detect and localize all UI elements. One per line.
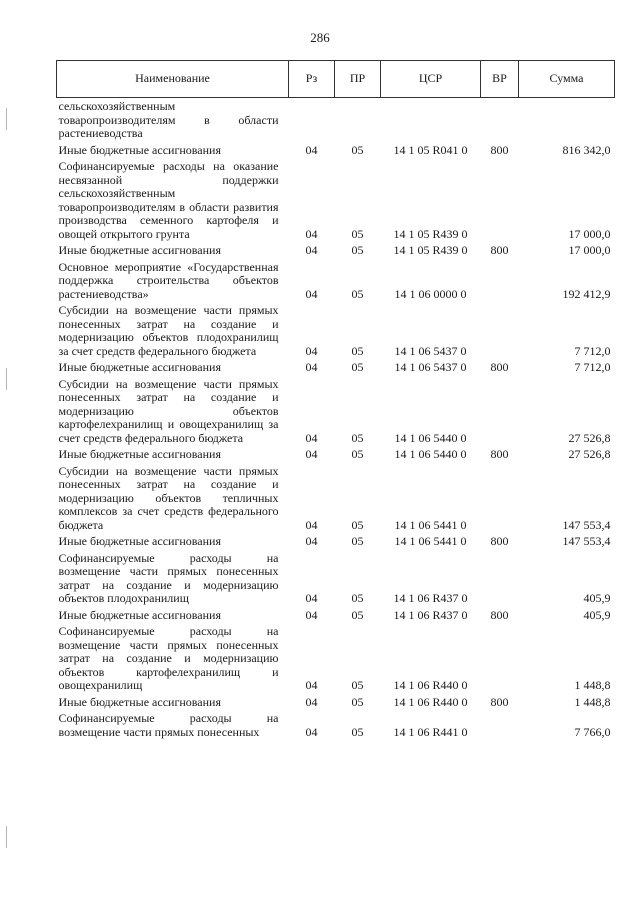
row-pr: 05 xyxy=(351,243,364,257)
row-csr: 14 1 05 R439 0 xyxy=(393,243,468,257)
row-vr xyxy=(481,259,519,303)
header-vr: ВР xyxy=(481,61,519,98)
row-name: сельскохозяйственным товаропроизводителям в области растениеводства xyxy=(58,99,279,140)
row-sum xyxy=(519,98,615,142)
row-csr: 14 1 06 5440 0 xyxy=(394,430,467,445)
row-pr: 05 xyxy=(351,517,364,532)
row-name: Субсидии на возмещение части прямых понесенных затрат на создание и модернизацию объектов плодохранилищ за счет средств федерального бюджета xyxy=(58,303,279,358)
row-vr xyxy=(481,158,519,242)
row-vr xyxy=(481,550,519,607)
margin-mark-top xyxy=(6,108,7,130)
table-row xyxy=(57,359,615,376)
row-rz: 04 xyxy=(305,226,318,241)
header-rz: Рз xyxy=(289,61,335,98)
table-row xyxy=(57,158,615,242)
row-sum: 7 712,0 xyxy=(574,343,611,358)
table-row xyxy=(57,550,615,607)
row-pr: 05 xyxy=(351,430,364,445)
table-row xyxy=(57,142,615,159)
budget-table-container xyxy=(56,60,614,740)
row-sum: 405,9 xyxy=(583,607,611,622)
row-vr: 800 xyxy=(490,694,509,709)
row-vr: 800 xyxy=(490,243,509,257)
row-name: Иные бюджетные ассигнования xyxy=(58,243,221,257)
margin-mark-middle xyxy=(6,368,7,390)
table-row xyxy=(57,623,615,694)
row-csr: 14 1 05 R439 0 xyxy=(393,226,468,241)
row-rz: 04 xyxy=(305,517,318,532)
row-rz xyxy=(289,98,335,142)
row-pr: 05 xyxy=(351,694,364,709)
row-pr: 05 xyxy=(351,286,364,301)
row-pr: 05 xyxy=(351,142,364,157)
table-row xyxy=(57,376,615,447)
row-csr: 14 1 06 0000 0 xyxy=(394,286,467,301)
row-rz: 04 xyxy=(305,243,318,257)
table-row xyxy=(57,259,615,303)
row-csr: 14 1 06 R440 0 xyxy=(393,678,468,692)
row-csr: 14 1 06 R437 0 xyxy=(393,591,468,605)
row-name: Иные бюджетные ассигнования xyxy=(58,534,221,548)
row-sum: 27 526,8 xyxy=(568,430,611,445)
row-sum: 1 448,8 xyxy=(574,694,611,709)
row-sum: 7 712,0 xyxy=(574,360,611,374)
row-csr: 14 1 06 5437 0 xyxy=(394,343,467,358)
header-row xyxy=(57,61,615,98)
table-row xyxy=(57,446,615,463)
row-rz: 04 xyxy=(305,343,318,358)
row-vr: 800 xyxy=(490,607,509,622)
row-pr: 05 xyxy=(351,591,364,605)
row-csr: 14 1 06 R440 0 xyxy=(393,694,468,709)
row-rz: 04 xyxy=(305,694,318,709)
table-body xyxy=(57,98,615,741)
row-csr: 14 1 06 5441 0 xyxy=(394,517,467,532)
row-name: Основное мероприятие «Государственная поддержка строительства объектов растениеводства» xyxy=(58,259,279,301)
table-row xyxy=(57,302,615,359)
row-sum: 192 412,9 xyxy=(562,286,611,301)
row-pr: 05 xyxy=(351,724,364,739)
row-pr xyxy=(335,98,381,142)
row-csr: 14 1 06 5437 0 xyxy=(394,360,467,374)
row-pr: 05 xyxy=(351,534,364,548)
row-vr xyxy=(481,98,519,142)
table-row xyxy=(57,98,615,142)
header-name: Наименование xyxy=(57,61,289,98)
row-name: Субсидии на возмещение части прямых понесенных затрат на создание и модернизацию объектов тепличных комплексов за счет средств федерального бюджета xyxy=(58,463,279,532)
row-csr: 14 1 06 R437 0 xyxy=(393,607,468,622)
row-name: Иные бюджетные ассигнования xyxy=(58,694,221,709)
row-rz: 04 xyxy=(305,360,318,374)
row-sum: 17 000,0 xyxy=(568,226,611,241)
table-row xyxy=(57,710,615,740)
row-rz: 04 xyxy=(305,591,318,605)
row-sum: 147 553,4 xyxy=(562,534,611,548)
margin-mark-bottom xyxy=(6,826,7,848)
row-vr: 800 xyxy=(490,360,509,374)
row-csr: 14 1 06 5440 0 xyxy=(394,447,467,461)
row-sum: 816 342,0 xyxy=(562,142,611,157)
row-vr: 800 xyxy=(490,447,509,461)
row-sum: 27 526,8 xyxy=(568,447,611,461)
page-number: 286 xyxy=(310,30,330,45)
row-vr: 800 xyxy=(490,142,509,157)
row-name: Иные бюджетные ассигнования xyxy=(58,447,221,461)
table-row xyxy=(57,463,615,534)
row-name: Софинансируемые расходы на возмещение части прямых понесенных затрат на создание и модернизацию объектов картофелехранилищ и овощехранилищ xyxy=(58,624,279,692)
table-row xyxy=(57,694,615,711)
header-sum: Сумма xyxy=(519,61,615,98)
row-name: Иные бюджетные ассигнования xyxy=(58,360,221,374)
row-csr: 14 1 06 5441 0 xyxy=(394,534,467,548)
row-sum: 147 553,4 xyxy=(562,517,611,532)
row-vr xyxy=(481,302,519,359)
row-pr: 05 xyxy=(351,360,364,374)
row-rz: 04 xyxy=(305,286,318,301)
row-vr xyxy=(481,463,519,534)
table-row xyxy=(57,533,615,550)
header-csr: ЦСР xyxy=(381,61,481,98)
row-csr xyxy=(381,98,481,142)
row-pr: 05 xyxy=(351,226,364,241)
row-rz: 04 xyxy=(305,142,318,157)
row-sum: 7 766,0 xyxy=(574,724,611,739)
row-vr xyxy=(481,623,519,694)
row-csr: 14 1 06 R441 0 xyxy=(393,724,468,739)
row-sum: 17 000,0 xyxy=(568,243,611,257)
row-sum: 1 448,8 xyxy=(574,678,611,692)
row-name: Софинансируемые расходы на возмещение части прямых понесенных xyxy=(58,711,279,739)
row-rz: 04 xyxy=(305,447,318,461)
row-name: Иные бюджетные ассигнования xyxy=(58,142,221,157)
row-name: Иные бюджетные ассигнования xyxy=(58,607,221,622)
row-rz: 04 xyxy=(305,678,318,692)
row-vr xyxy=(481,376,519,447)
row-rz: 04 xyxy=(305,430,318,445)
table-row xyxy=(57,242,615,259)
row-name: Субсидии на возмещение части прямых понесенных затрат на создание и модернизацию объектов картофелехранилищ и овощехранилищ за счет средств федерального бюджета xyxy=(58,376,279,445)
header-pr: ПР xyxy=(335,61,381,98)
row-rz: 04 xyxy=(305,607,318,622)
table-row xyxy=(57,607,615,624)
row-pr: 05 xyxy=(351,678,364,692)
row-csr: 14 1 05 R041 0 xyxy=(393,142,468,157)
row-rz: 04 xyxy=(305,534,318,548)
row-vr: 800 xyxy=(490,534,509,548)
row-name: Софинансируемые расходы на оказание несвязанной поддержки сельскохозяйственным товаропроизводителям в области развития производства семенного картофеля и овощей открытого грунта xyxy=(58,159,279,241)
row-name: Софинансируемые расходы на возмещение части прямых понесенных затрат на создание и модернизацию объектов плодохранилищ xyxy=(58,550,279,605)
row-pr: 05 xyxy=(351,343,364,358)
row-pr: 05 xyxy=(351,447,364,461)
row-sum: 405,9 xyxy=(583,591,611,605)
budget-table xyxy=(56,60,615,740)
row-pr: 05 xyxy=(351,607,364,622)
row-rz: 04 xyxy=(305,724,318,739)
row-vr xyxy=(481,710,519,740)
